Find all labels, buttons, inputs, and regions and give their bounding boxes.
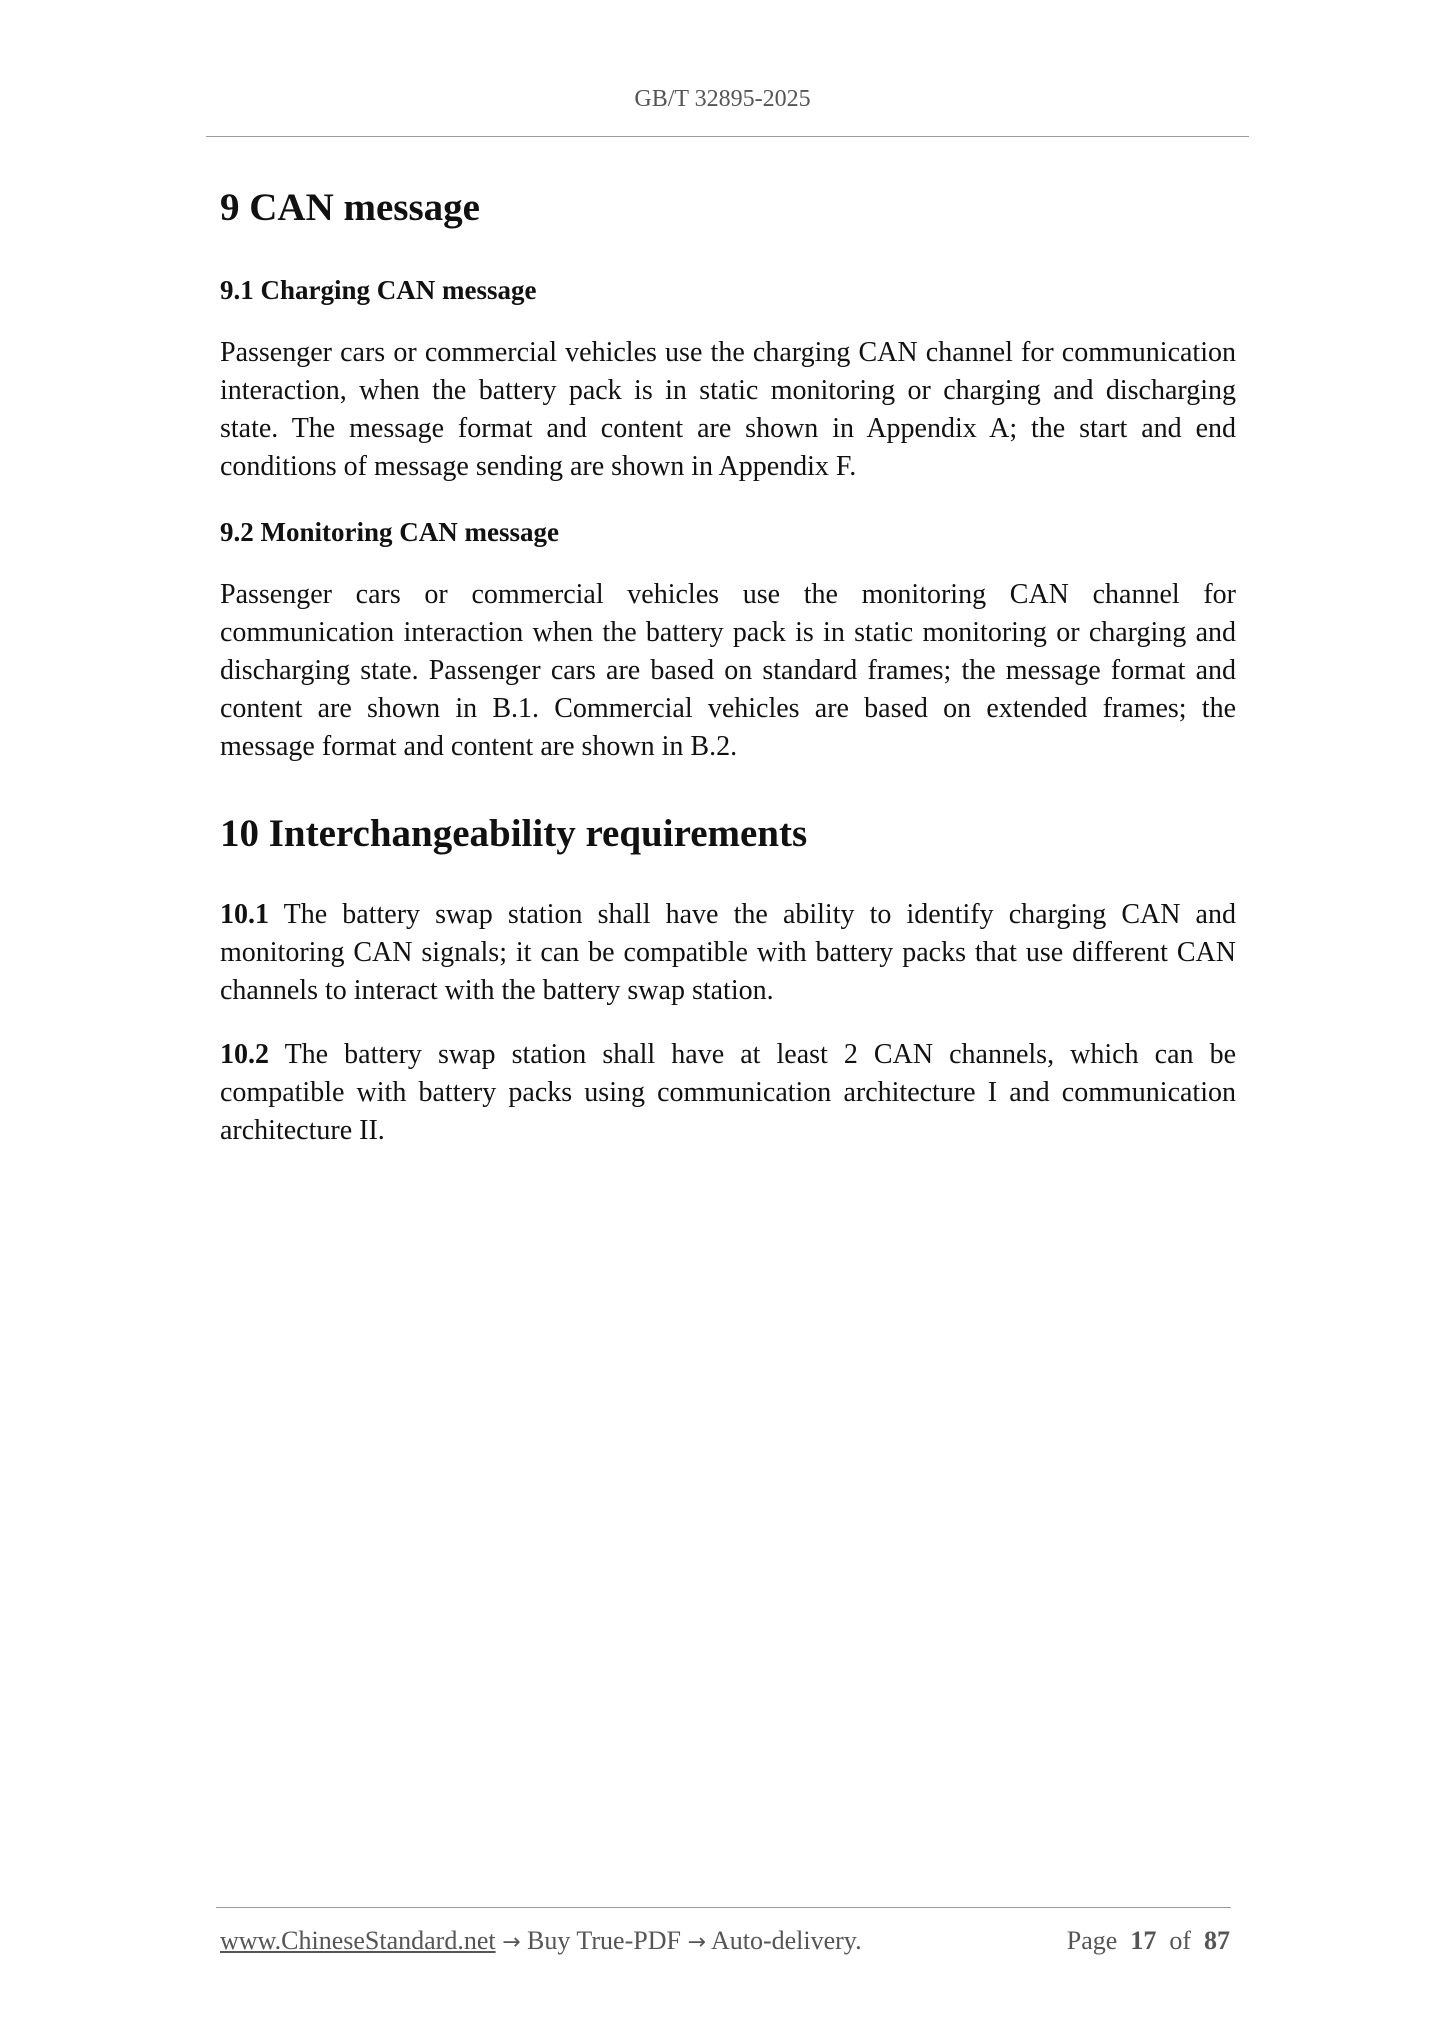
footer-promo bbox=[220, 1926, 862, 1956]
section-9-title: 9 CAN message bbox=[220, 186, 480, 229]
website-link[interactable]: www.ChineseStandard.net bbox=[220, 1926, 496, 1955]
section-9-1-paragraph: Passenger cars or commercial vehicles use the charging CAN channel for communication interaction, when the battery pack is in static monitoring or charging and discharging state. The message format and content are shown in Appendix A; the start and end conditions of message sending are shown in Appendix F. bbox=[220, 337, 1236, 482]
of-label: of bbox=[1169, 1926, 1191, 1955]
clause-10-2 bbox=[220, 1036, 1236, 1150]
clause-10-1-text: The battery swap station shall have the ability to identify charging CAN and monitoring CAN signals; it can be compatible with battery packs that use different CAN channels to interact with the battery swap station. bbox=[220, 899, 1236, 1006]
clause-10-1 bbox=[220, 896, 1236, 1010]
page-content bbox=[220, 180, 1236, 1150]
page-total: 87 bbox=[1204, 1926, 1230, 1955]
section-9-1-title: 9.1 Charging CAN message bbox=[220, 275, 537, 305]
footer-divider bbox=[216, 1907, 1231, 1908]
section-10-title: 10 Interchangeability requirements bbox=[220, 812, 808, 855]
clause-10-2-number: 10.2 bbox=[220, 1039, 269, 1070]
buy-true-pdf-text: Buy True-PDF bbox=[527, 1926, 681, 1955]
arrow-right-icon: → bbox=[687, 1930, 706, 1955]
section-9-2-title: 9.2 Monitoring CAN message bbox=[220, 517, 559, 547]
section-9-2-paragraph: Passenger cars or commercial vehicles use the monitoring CAN channel for communication interaction when the battery pack is in static monitoring or charging and discharging state. Passenger cars are based on standard frames; the message format and content are shown in B.1. Commercial vehicles are based on extended frames; the message format and content are shown in B.2. bbox=[220, 579, 1236, 762]
clause-10-1-number: 10.1 bbox=[220, 899, 269, 930]
arrow-right-icon: → bbox=[502, 1930, 521, 1955]
page-footer bbox=[220, 1926, 1230, 1962]
auto-delivery-text: Auto-delivery. bbox=[710, 1926, 862, 1955]
header-divider bbox=[206, 136, 1249, 137]
page-number bbox=[1067, 1926, 1230, 1956]
clause-10-2-text: The battery swap station shall have at least 2 CAN channels, which can be compatible with battery packs using communication architecture I and communication architecture II. bbox=[220, 1039, 1236, 1146]
page-current: 17 bbox=[1130, 1926, 1157, 1955]
page-label: Page bbox=[1066, 1926, 1118, 1955]
running-header: GB/T 32895-2025 bbox=[634, 86, 811, 112]
